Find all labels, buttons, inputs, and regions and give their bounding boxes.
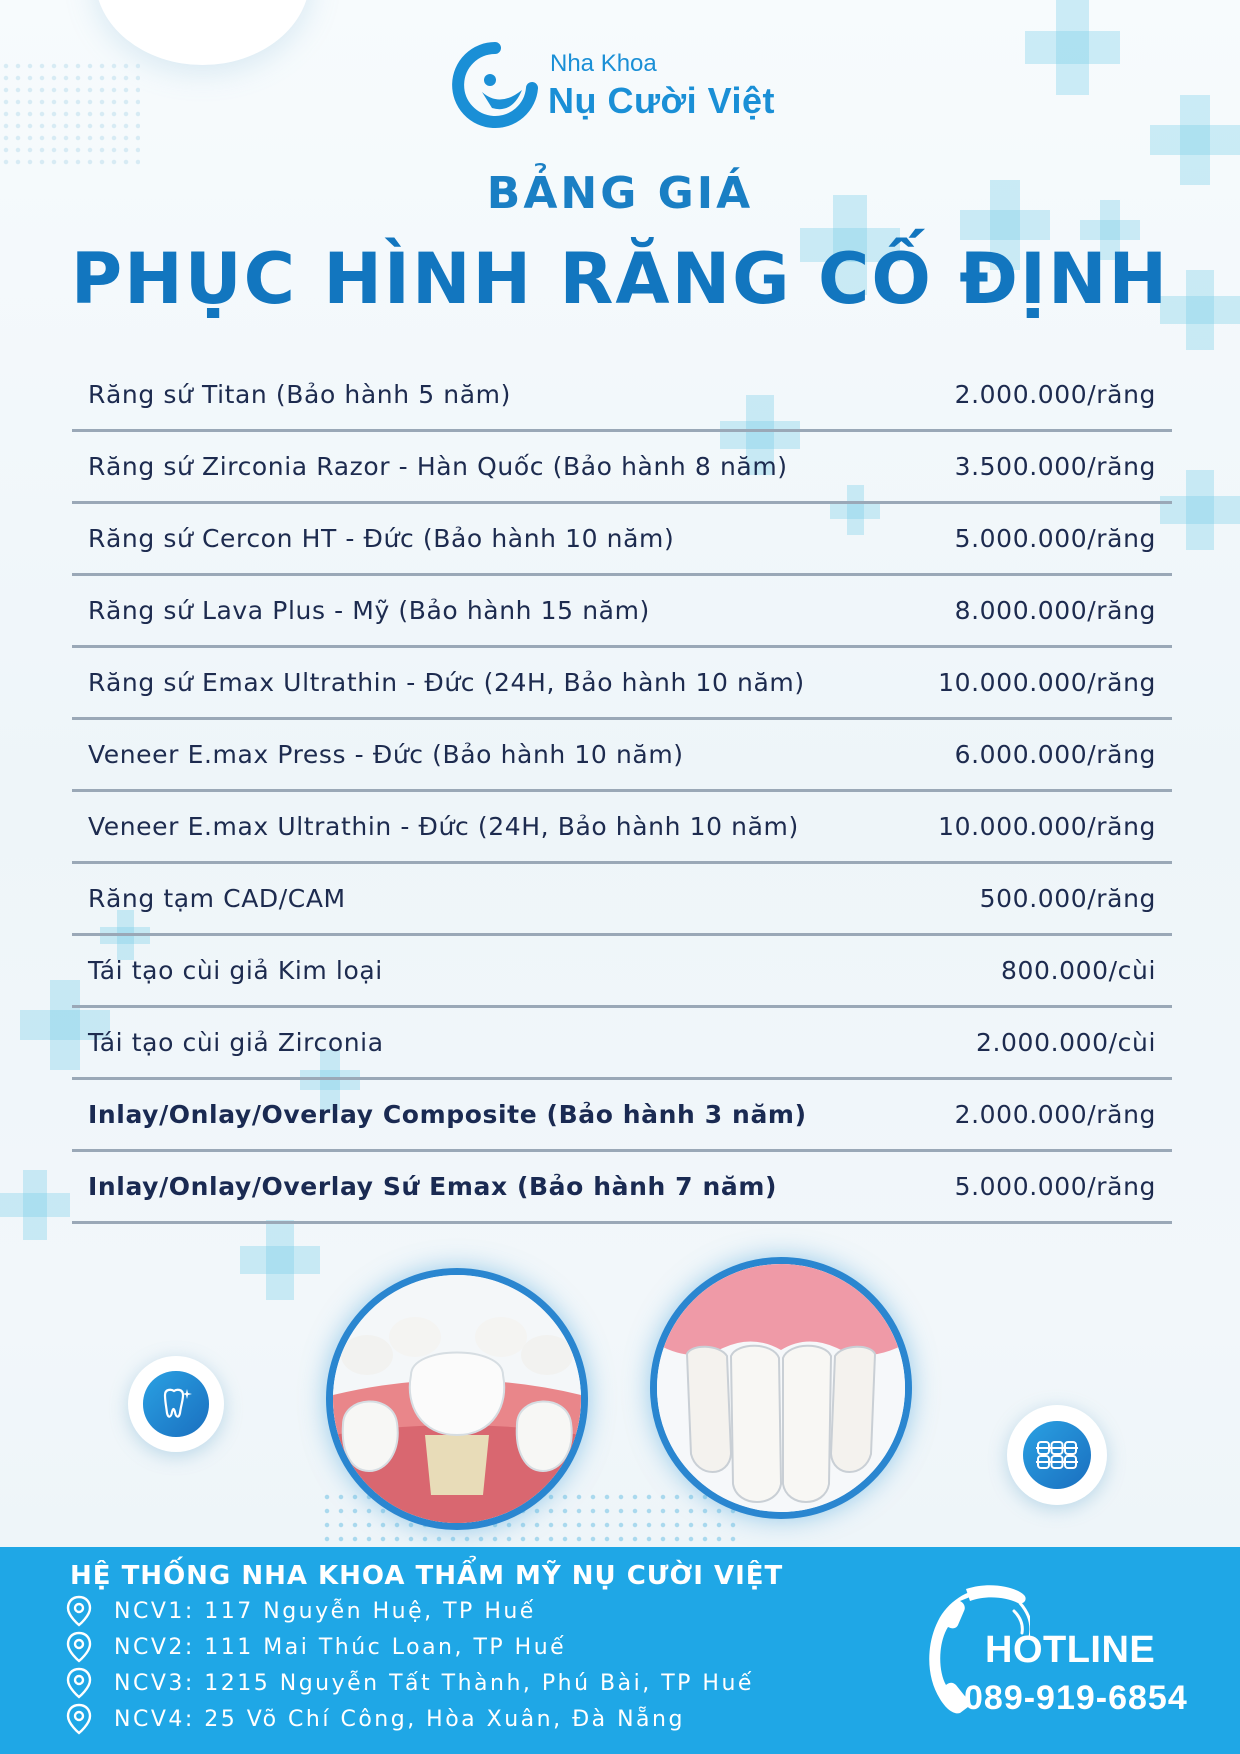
price-row (72, 1152, 1172, 1224)
location-pin-icon (66, 1667, 92, 1699)
tooth-sparkle-icon (157, 1385, 195, 1423)
branch-address: NCV2: 111 Mai Thúc Loan, TP Huế (114, 1634, 567, 1660)
branch-address: NCV1: 117 Nguyễn Huệ, TP Huế (114, 1598, 536, 1624)
decorative-cross-icon (240, 1220, 320, 1300)
branch-item (66, 1703, 685, 1735)
price-row (72, 1008, 1172, 1080)
service-name: Tái tạo cùi giả Kim loại (88, 956, 383, 985)
page-subtitle: BẢNG GIÁ (486, 168, 754, 219)
service-name: Răng sứ Cercon HT - Đức (Bảo hành 10 năm) (88, 524, 675, 553)
branch-item (66, 1595, 536, 1627)
price-row (72, 504, 1172, 576)
decorative-dots (0, 60, 140, 170)
location-pin-icon (66, 1703, 92, 1735)
hotline-number[interactable]: 089-919-6854 (964, 1679, 1188, 1717)
service-name: Răng sứ Titan (Bảo hành 5 năm) (88, 380, 511, 409)
price-row (72, 432, 1172, 504)
dental-crown-image (326, 1268, 588, 1530)
service-price: 6.000.000/răng (954, 740, 1156, 769)
price-row (72, 648, 1172, 720)
service-name: Tái tạo cùi giả Zirconia (88, 1028, 384, 1057)
decorative-cross-icon (1025, 0, 1120, 95)
price-row (72, 936, 1172, 1008)
brand-name-small: Nha Khoa (550, 50, 657, 77)
service-price: 10.000.000/răng (938, 812, 1156, 841)
service-name: Veneer E.max Press - Đức (Bảo hành 10 năm) (88, 740, 684, 769)
service-price: 5.000.000/răng (954, 524, 1156, 553)
braces-icon (1035, 1438, 1079, 1472)
decorative-circle (95, 0, 310, 65)
service-price: 500.000/răng (979, 884, 1156, 913)
location-pin-icon (66, 1631, 92, 1663)
footer (0, 1547, 1240, 1754)
service-name: Inlay/Onlay/Overlay Sứ Emax (Bảo hành 7 năm) (88, 1172, 778, 1201)
veneer-teeth-image (650, 1257, 912, 1519)
service-price: 2.000.000/cùi (976, 1028, 1156, 1057)
service-price: 800.000/cùi (1001, 956, 1156, 985)
service-name: Răng tạm CAD/CAM (88, 884, 346, 913)
hotline-block[interactable] (920, 1581, 1188, 1741)
branch-item (66, 1667, 754, 1699)
braces-badge (1007, 1405, 1107, 1505)
service-price: 5.000.000/răng (954, 1172, 1156, 1201)
dental-crown-illustration (333, 1275, 581, 1523)
price-row (72, 576, 1172, 648)
service-name: Răng sứ Zirconia Razor - Hàn Quốc (Bảo hành 8 năm) (88, 452, 788, 481)
price-row (72, 1080, 1172, 1152)
service-price: 2.000.000/răng (954, 1100, 1156, 1129)
location-pin-icon (66, 1595, 92, 1627)
branch-item (66, 1631, 566, 1663)
page-title: PHỤC HÌNH RĂNG CỐ ĐỊNH (70, 238, 1170, 320)
hotline-label: HOTLINE (985, 1629, 1156, 1671)
price-row (72, 792, 1172, 864)
service-price: 2.000.000/răng (954, 380, 1156, 409)
service-price: 3.500.000/răng (954, 452, 1156, 481)
tooth-sparkle-badge (128, 1356, 224, 1452)
footer-title: HỆ THỐNG NHA KHOA THẨM MỸ NỤ CƯỜI VIỆT (70, 1561, 784, 1591)
price-row (72, 720, 1172, 792)
branch-address: NCV3: 1215 Nguyễn Tất Thành, Phú Bài, TP Huế (114, 1670, 754, 1696)
service-name: Răng sứ Emax Ultrathin - Đức (24H, Bảo hành 10 năm) (88, 668, 805, 697)
decorative-cross-icon (1160, 470, 1240, 550)
veneer-teeth-illustration (657, 1264, 905, 1512)
price-row (72, 864, 1172, 936)
smile-logo-icon (452, 42, 538, 128)
brand-logo (452, 40, 792, 135)
decorative-cross-icon (0, 1170, 70, 1240)
service-name: Răng sứ Lava Plus - Mỹ (Bảo hành 15 năm) (88, 596, 650, 625)
service-name: Veneer E.max Ultrathin - Đức (24H, Bảo hành 10 năm) (88, 812, 799, 841)
service-name: Inlay/Onlay/Overlay Composite (Bảo hành 3 năm) (88, 1100, 807, 1129)
service-price: 10.000.000/răng (938, 668, 1156, 697)
price-row (72, 360, 1172, 432)
branch-address: NCV4: 25 Võ Chí Công, Hòa Xuân, Đà Nẵng (114, 1706, 685, 1732)
service-price: 8.000.000/răng (954, 596, 1156, 625)
brand-name-big: Nụ Cười Việt (548, 80, 776, 121)
price-table (72, 360, 1172, 1224)
